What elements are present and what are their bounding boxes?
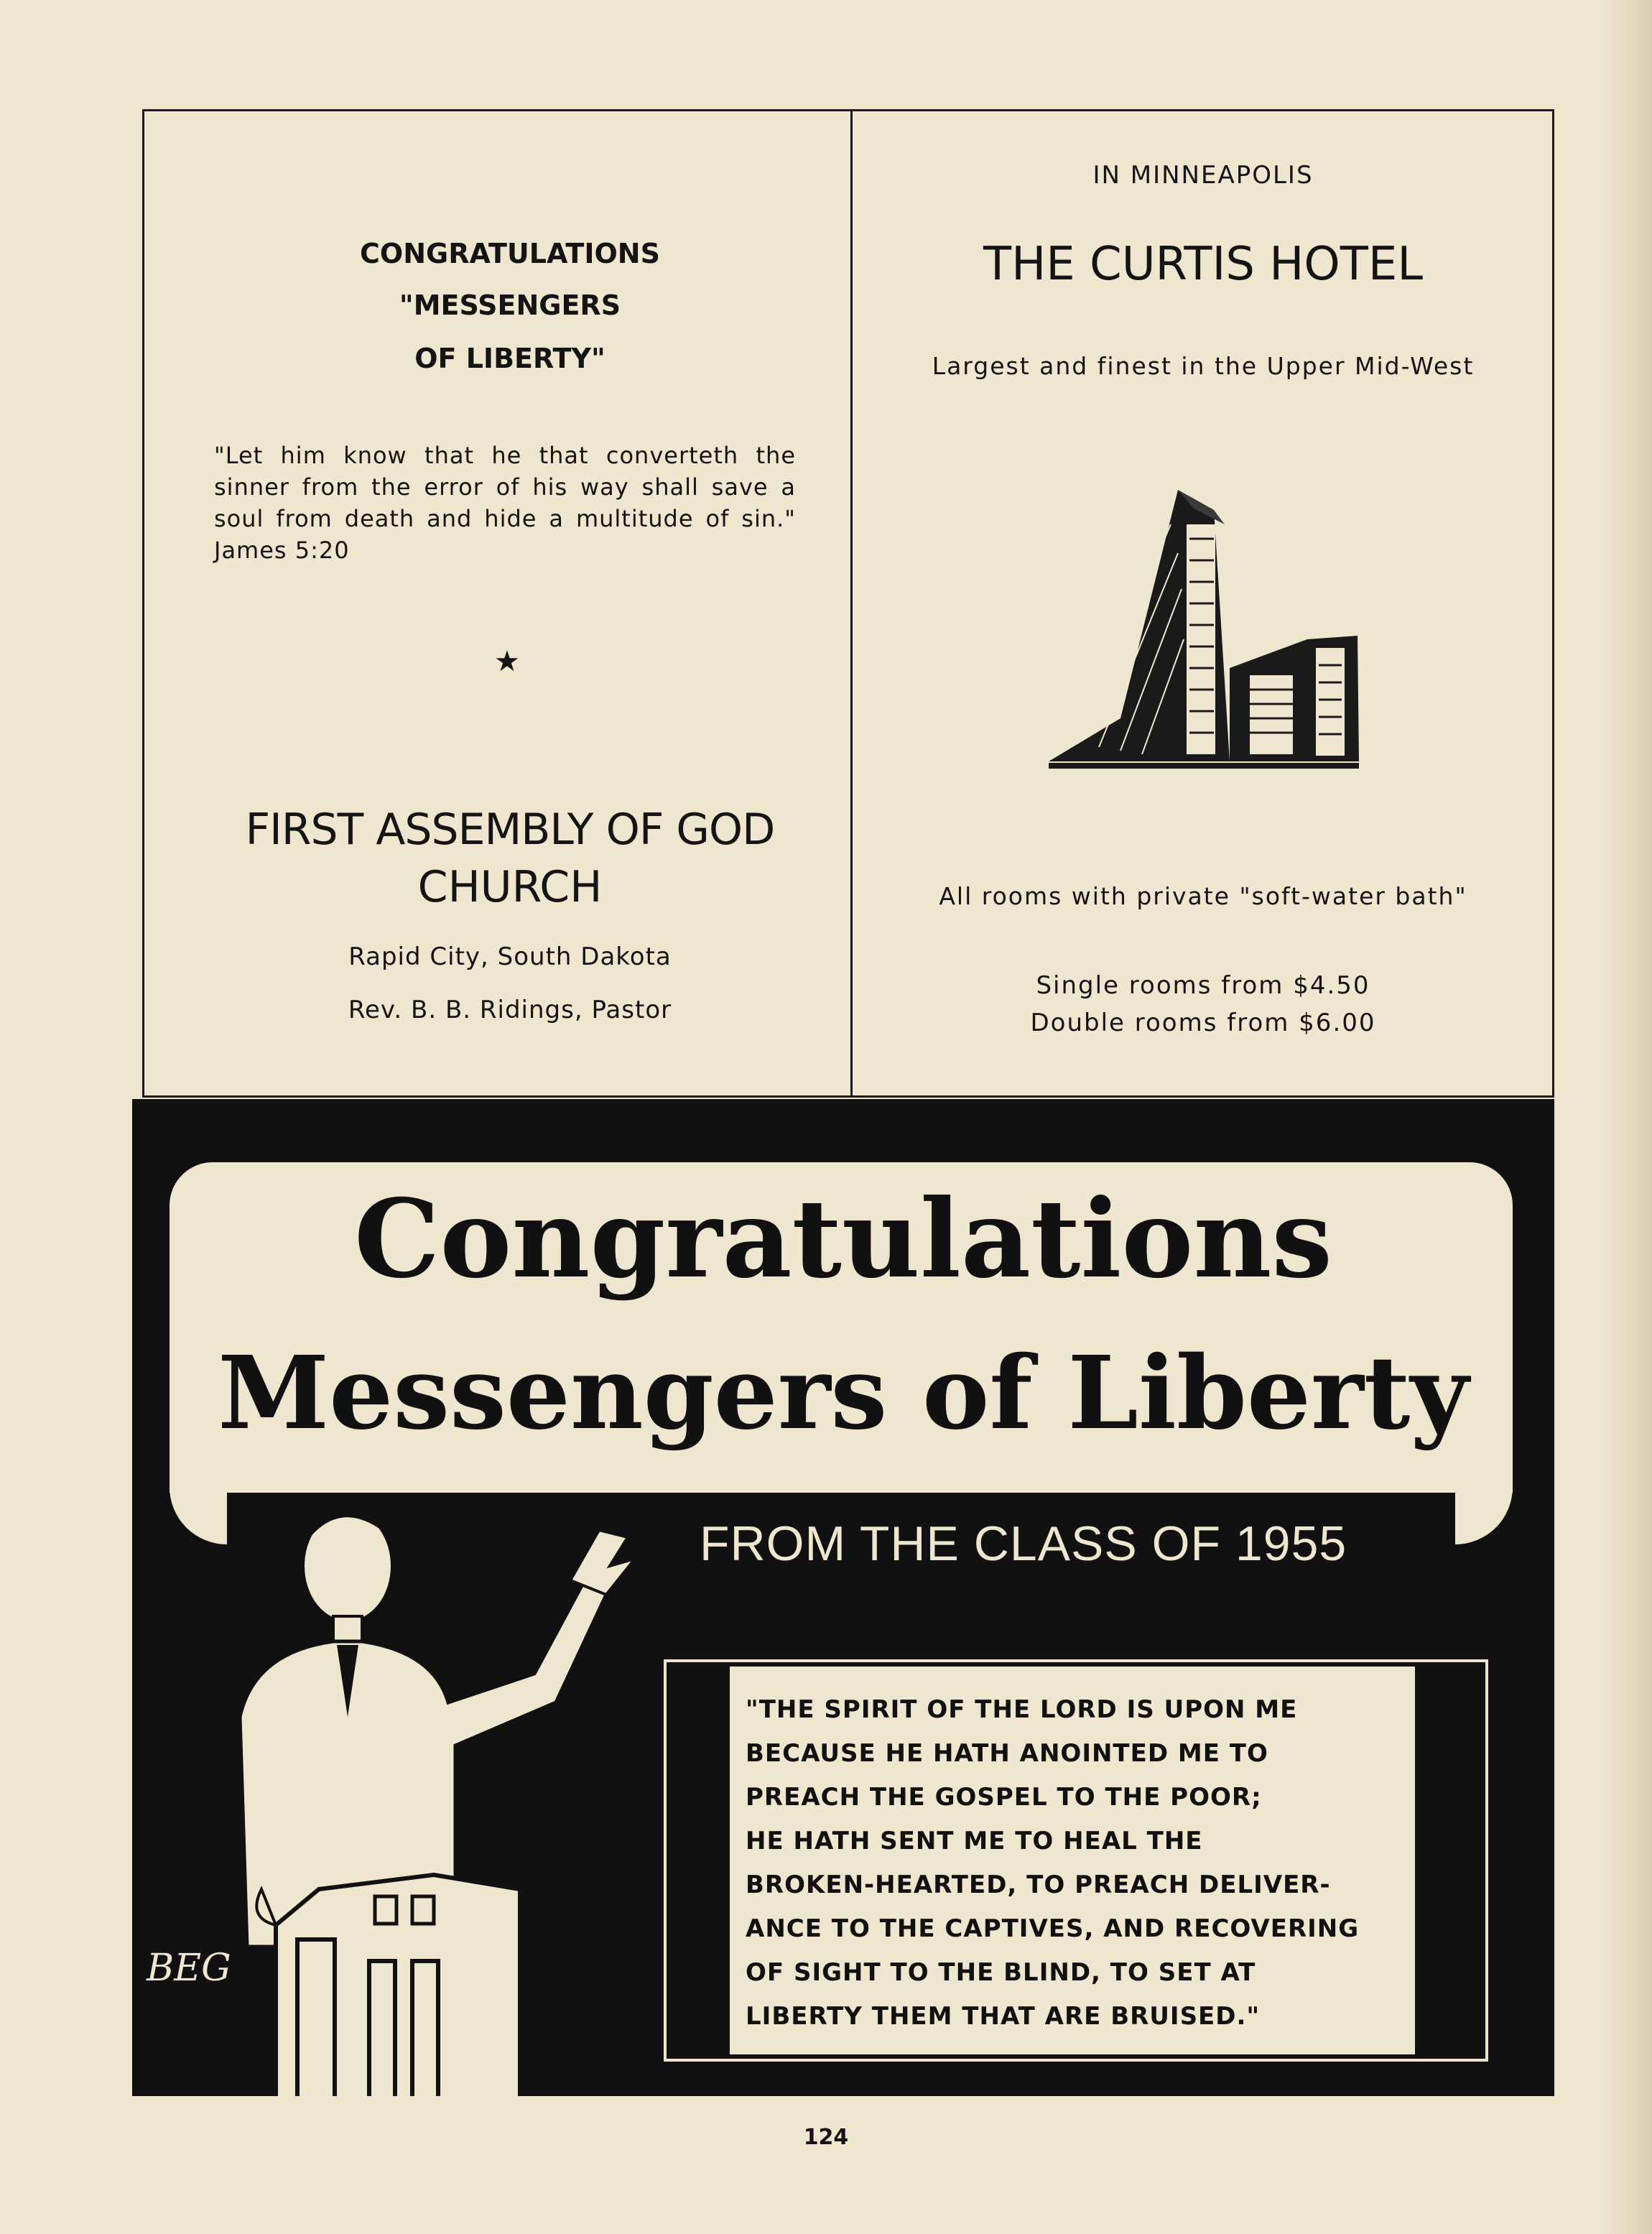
left-headline-line-3: OF LIBERTY" <box>414 343 605 374</box>
banner-congratulations: Congratulations <box>354 1176 1332 1302</box>
church-name-line-2: CHURCH <box>417 862 603 912</box>
hotel-single-rate: Single rooms from $4.50 <box>1036 971 1370 1000</box>
verse-text <box>746 1688 1406 2039</box>
hotel-tagline: Largest and finest in the Upper Mid-West <box>932 352 1475 380</box>
hotel-name: THE CURTIS HOTEL <box>983 238 1423 291</box>
page-edge-shadow <box>1602 0 1652 2234</box>
verse-line: BECAUSE HE HATH ANOINTED ME TO <box>746 1739 1268 1768</box>
page-number: 124 <box>803 2125 849 2150</box>
left-headline-line-2: "MESSENGERS <box>399 289 621 321</box>
hotel-kicker: IN MINNEAPOLIS <box>1092 161 1314 190</box>
verse-line: PREACH THE GOSPEL TO THE POOR; <box>746 1783 1262 1812</box>
ad-divider <box>850 109 853 1098</box>
verse-line: LIBERTY THEM THAT ARE BRUISED." <box>746 2002 1261 2031</box>
star-icon: ★ <box>494 645 520 678</box>
banner-messengers-of-liberty: Messengers of Liberty <box>218 1335 1469 1452</box>
verse-line: "THE SPIRIT OF THE LORD IS UPON ME <box>746 1695 1298 1724</box>
scripture-quote: "Let him know that he that converteth the sinner from the error of his way shall save a soul from death and hide a multitude of sin." James 5:20 <box>214 442 796 564</box>
church-name-line-1: FIRST ASSEMBLY OF GOD <box>245 805 775 855</box>
class-banner <box>132 1099 1554 2096</box>
preacher-illustration <box>197 1487 714 2096</box>
verse-line: ANCE TO THE CAPTIVES, AND RECOVERING <box>746 1914 1360 1943</box>
church-location: Rapid City, South Dakota <box>348 942 672 971</box>
hotel-building-illustration <box>1034 481 1365 783</box>
hotel-double-rate: Double rooms from $6.00 <box>1030 1009 1376 1037</box>
artist-signature: BEG <box>147 1947 231 1990</box>
verse-line: OF SIGHT TO THE BLIND, TO SET AT <box>746 1958 1256 1987</box>
verse-line: BROKEN-HEARTED, TO PREACH DELIVER- <box>746 1871 1331 1899</box>
church-pastor: Rev. B. B. Ridings, Pastor <box>348 996 672 1024</box>
left-headline-line-1: CONGRATULATIONS <box>360 238 660 269</box>
hotel-rooms-note: All rooms with private "soft-water bath" <box>939 882 1467 910</box>
verse-line: HE HATH SENT ME TO HEAL THE <box>746 1827 1203 1855</box>
banner-ribbon-text: FROM THE CLASS OF 1955 <box>700 1516 1347 1571</box>
